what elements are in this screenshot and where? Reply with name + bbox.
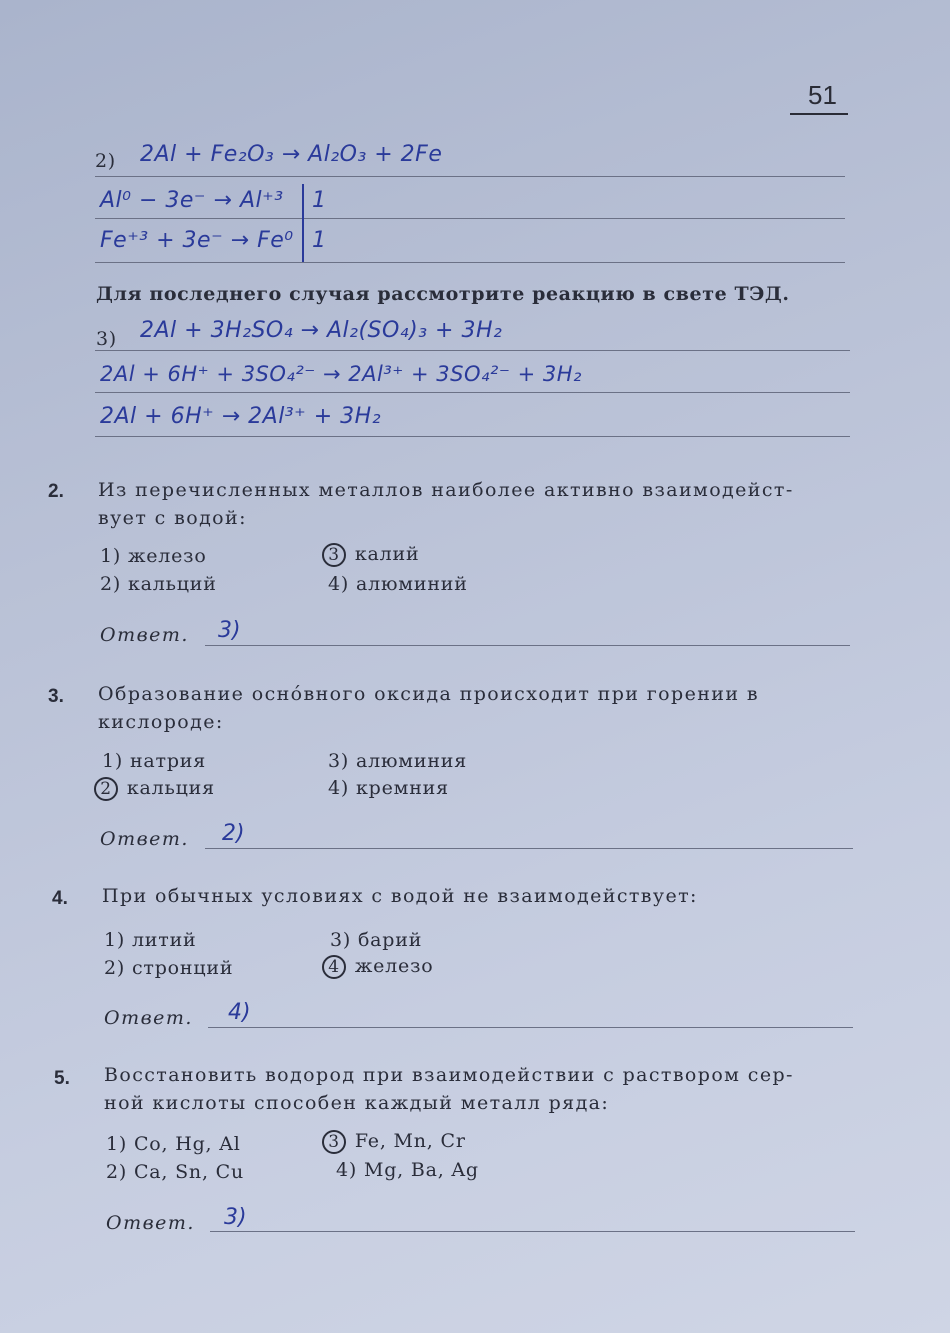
option: 3) барий (330, 929, 423, 951)
option: 4) кремния (328, 777, 449, 799)
option: 1) натрия (102, 750, 207, 772)
answer-label: Ответ. (106, 1212, 195, 1234)
answer-label: Ответ. (100, 828, 189, 850)
half-reaction-2-coef: 1 (312, 228, 327, 253)
ionic-full: 2Al + 6H⁺ + 3SO₄²⁻ → 2Al³⁺ + 3SO₄²⁻ + 3H₂ (100, 362, 582, 386)
instruction-text: Для последнего случая рассмотрите реакцию в свете ТЭД. (96, 283, 790, 305)
selected-circle: 3 (322, 1130, 346, 1154)
answer-line (205, 848, 853, 849)
option-selected (322, 1130, 466, 1154)
page-number-underline (790, 113, 848, 115)
question-text (104, 1061, 854, 1117)
question-line: Из перечисленных металлов наиболее активно взаимодейст- (98, 479, 794, 501)
writing-line (95, 176, 845, 177)
question-text (98, 680, 848, 736)
question-text (98, 476, 848, 532)
eq3-label: 3) (96, 328, 117, 350)
question-number: 3. (48, 686, 64, 707)
option-text: железо (354, 955, 434, 977)
option-selected (94, 777, 215, 801)
half-reaction-1-coef: 1 (312, 188, 327, 213)
writing-line (95, 262, 845, 263)
selected-circle: 3 (322, 543, 346, 567)
answer-handwriting: 2) (222, 821, 245, 846)
answer-handwriting: 3) (218, 618, 241, 643)
answer-line (205, 645, 850, 646)
half-reaction-1: Al⁰ − 3e⁻ → Al⁺³ (100, 188, 284, 213)
answer-handwriting: 3) (224, 1205, 247, 1230)
question-line: ной кислоты способен каждый металл ряда: (104, 1092, 610, 1114)
answer-line (208, 1027, 853, 1028)
eq2-label: 2) (95, 150, 116, 172)
option: 4) алюминий (328, 573, 468, 595)
option: 1) железо (100, 545, 207, 567)
page-number: 51 (808, 80, 837, 110)
option: 2) кальций (100, 573, 217, 595)
option-text: кальция (126, 777, 215, 799)
option-text: Fe, Mn, Cr (354, 1130, 466, 1152)
option: 1) литий (104, 929, 197, 951)
eq2-handwriting: 2Al + Fe₂O₃ → Al₂O₃ + 2Fe (140, 142, 443, 167)
option: 3) алюминия (328, 750, 468, 772)
question-line: При обычных условиях с водой не взаимодействует: (102, 885, 698, 907)
ionic-short: 2Al + 6H⁺ → 2Al³⁺ + 3H₂ (100, 404, 382, 429)
balance-bar (302, 184, 304, 262)
option-selected (322, 543, 419, 567)
question-number: 5. (54, 1068, 70, 1089)
answer-label: Ответ. (100, 624, 189, 646)
selected-circle: 4 (322, 955, 346, 979)
question-line: Восстановить водород при взаимодействии с раствором сер- (104, 1064, 794, 1086)
writing-line (95, 218, 845, 219)
writing-line (95, 436, 850, 437)
answer-label: Ответ. (104, 1007, 193, 1029)
eq3-handwriting: 2Al + 3H₂SO₄ → Al₂(SO₄)₃ + 3H₂ (140, 318, 503, 343)
option-selected (322, 955, 433, 979)
option: 1) Co, Hg, Al (106, 1133, 241, 1155)
question-line: Образование осно́вного оксида происходит при горении в (98, 683, 759, 705)
writing-line (95, 350, 850, 351)
half-reaction-2: Fe⁺³ + 3e⁻ → Fe⁰ (100, 228, 294, 253)
question-number: 2. (48, 481, 64, 502)
option-text: калий (354, 543, 420, 565)
question-line: кислороде: (98, 711, 224, 733)
selected-circle: 2 (94, 777, 118, 801)
option: 2) стронций (104, 957, 234, 979)
writing-line (95, 392, 850, 393)
question-line: вует с водой: (98, 507, 247, 529)
answer-line (210, 1231, 855, 1232)
option: 2) Ca, Sn, Cu (106, 1161, 244, 1183)
question-number: 4. (52, 888, 68, 909)
answer-handwriting: 4) (228, 1000, 251, 1025)
question-text (102, 882, 852, 910)
option: 4) Mg, Ba, Ag (336, 1159, 479, 1181)
